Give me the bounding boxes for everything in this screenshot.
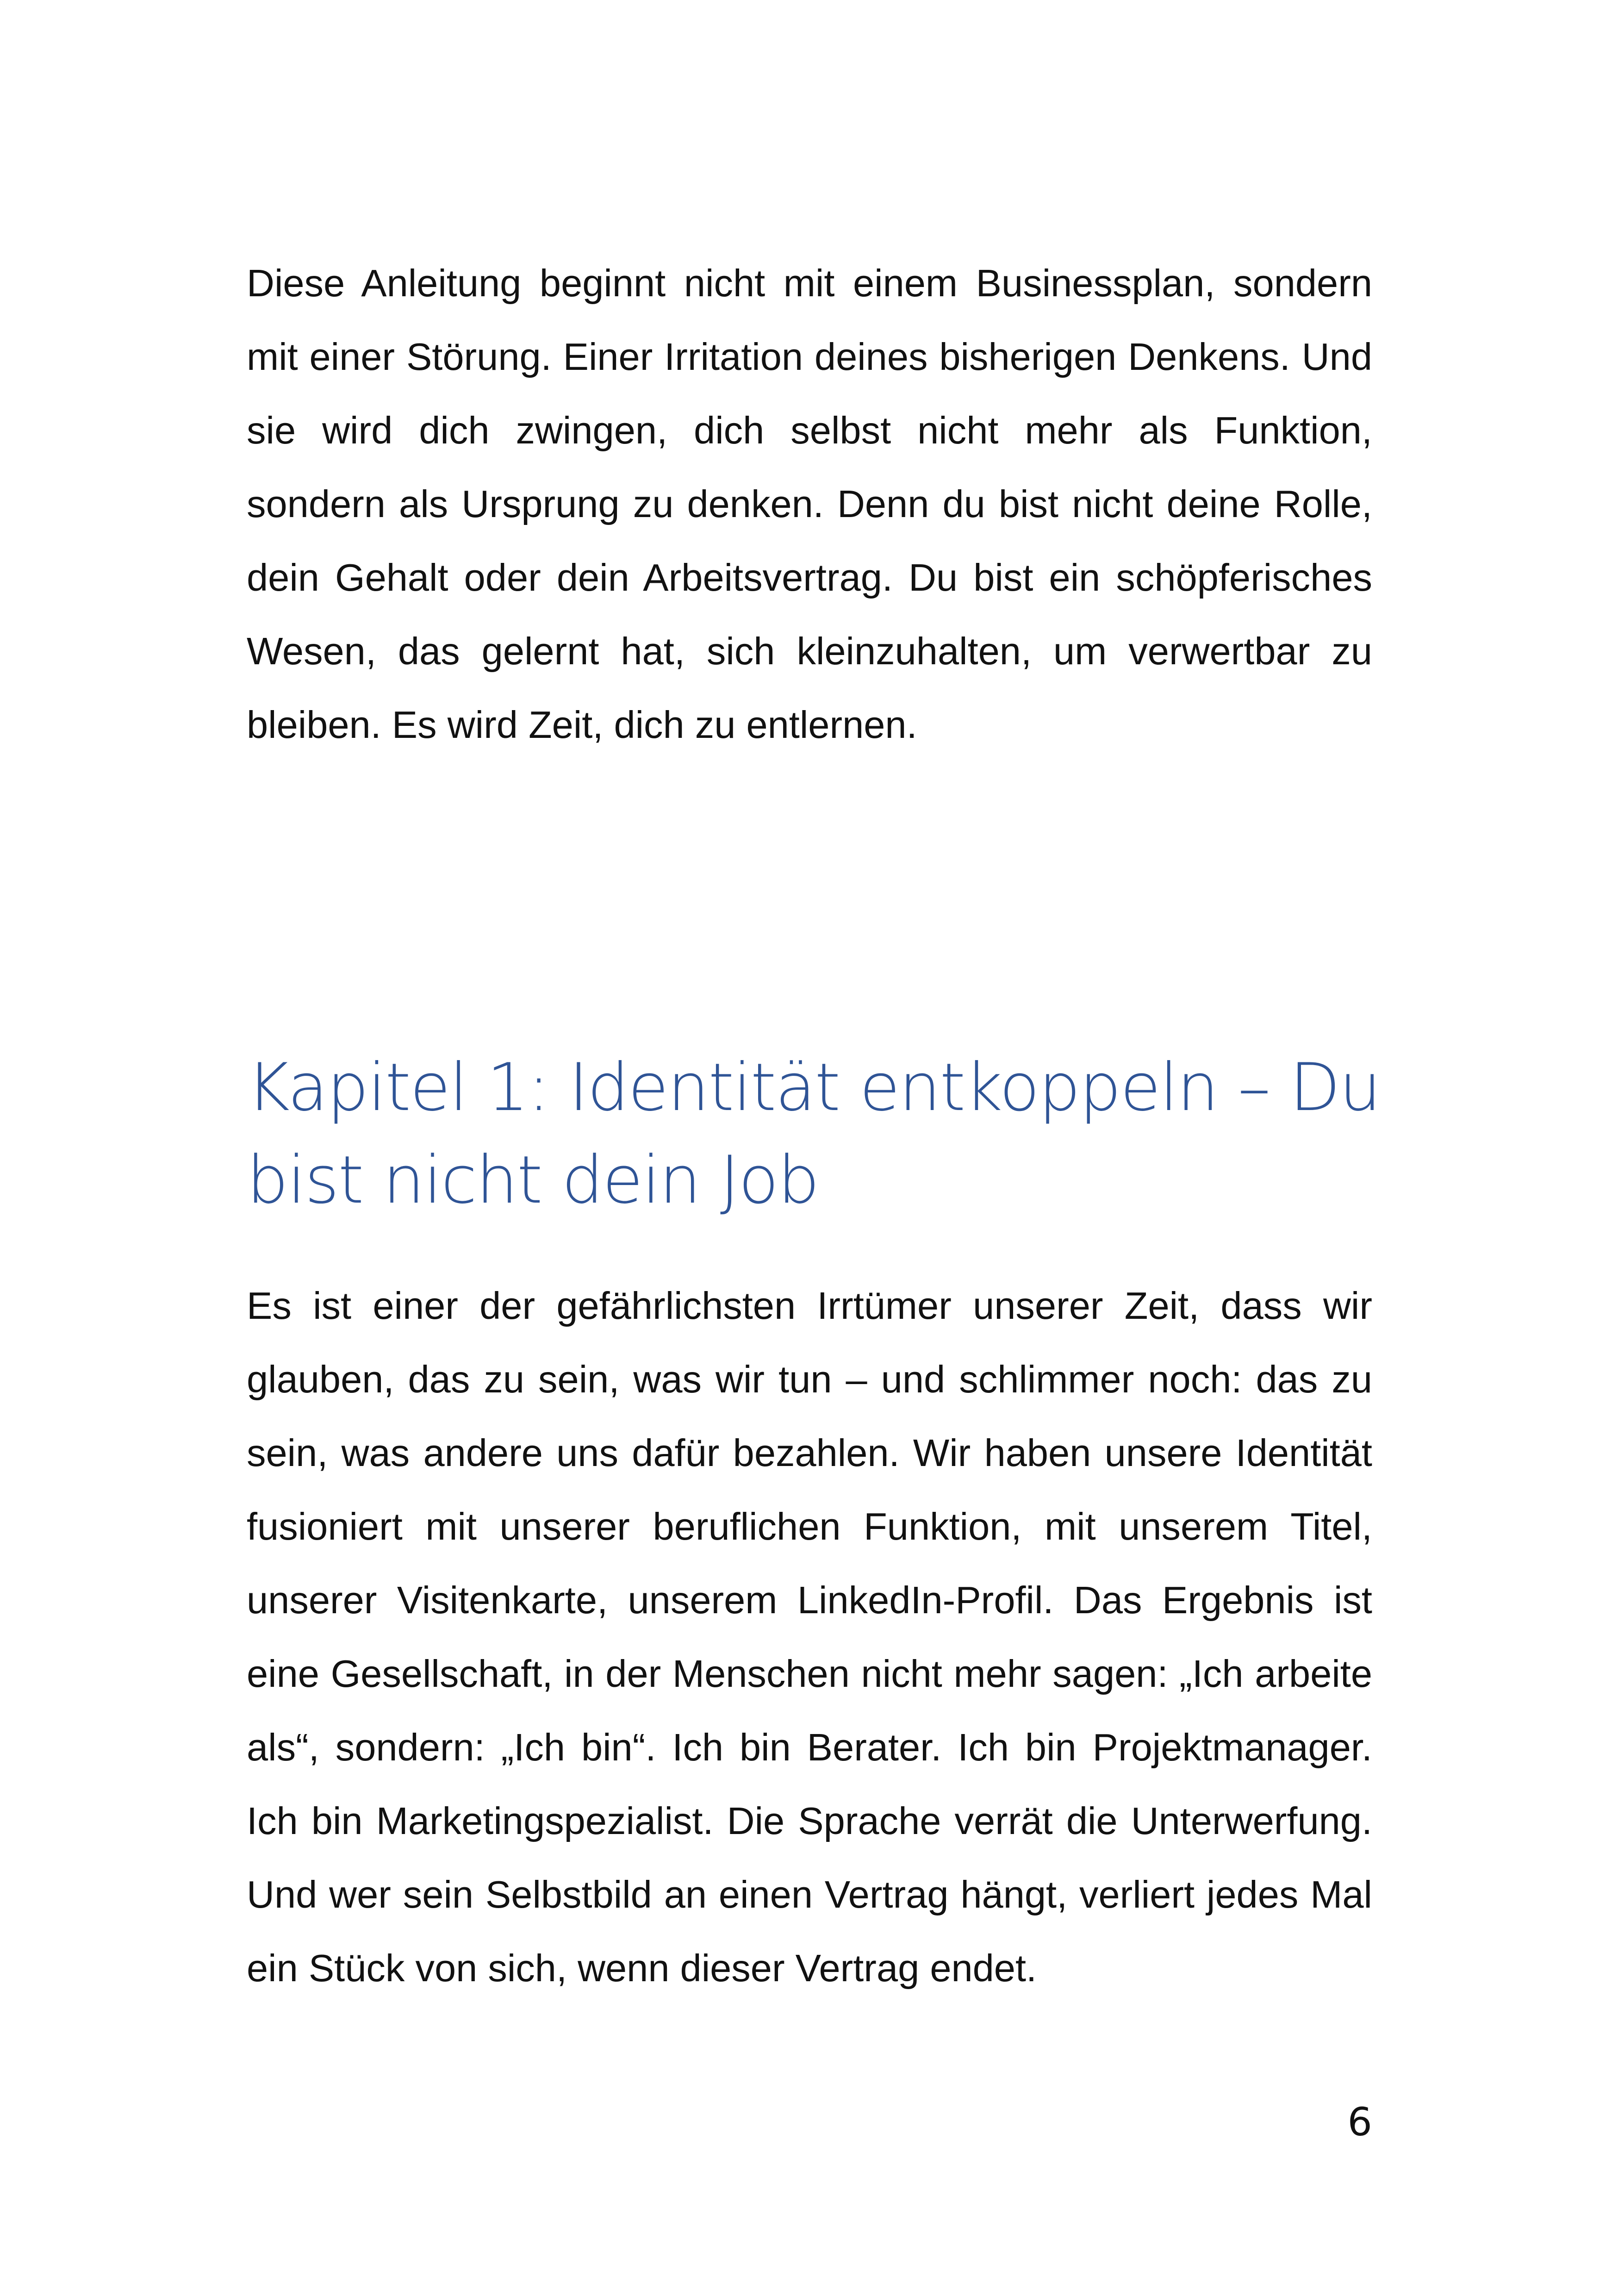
intro-paragraph: Diese Anleitung beginnt nicht mit einem Businessplan, sondern mit einer Störung. Einer Irritation deines bisherigen Denkens. Und sie wird dich zwingen, dich selbst nicht mehr als Funktion, sondern als Ursprung zu denken. Denn du bist nicht deine Rolle, dein Gehalt oder dein Arbeitsvertrag. Du bist ein schöpferisches Wesen, das gelernt hat, sich kleinzuhalten, um verwertbar zu bleiben. Es wird Zeit, dich zu entlernen. [247,262,1372,746]
chapter-heading: Kapitel 1: Identität entkoppeln – Du bist nicht dein Job [247,1049,1380,1218]
page-number: 6 [1347,2099,1372,2145]
chapter-paragraph: Es ist einer der gefährlichsten Irrtümer unserer Zeit, dass wir glauben, das zu sein, was wir tun – und schlimmer noch: das zu sein, was andere uns dafür bezahlen. Wir haben unsere Identität fusioniert mit unserer beruflichen Funktion, mit unserem Titel, unserer Visitenkarte, unserem LinkedIn-Profil. Das Ergebnis ist eine Gesellschaft, in der Menschen nicht mehr sagen: „Ich arbeite als“, sondern: „Ich bin“. Ich bin Berater. Ich bin Projektmanager. Ich bin Marketingspezialist. Die Sprache verrät die Unterwerfung. Und wer sein Selbstbild an einen Vertrag hängt, verliert jedes Mal ein Stück von sich, wenn dieser Vertrag endet. [247,1284,1372,1990]
